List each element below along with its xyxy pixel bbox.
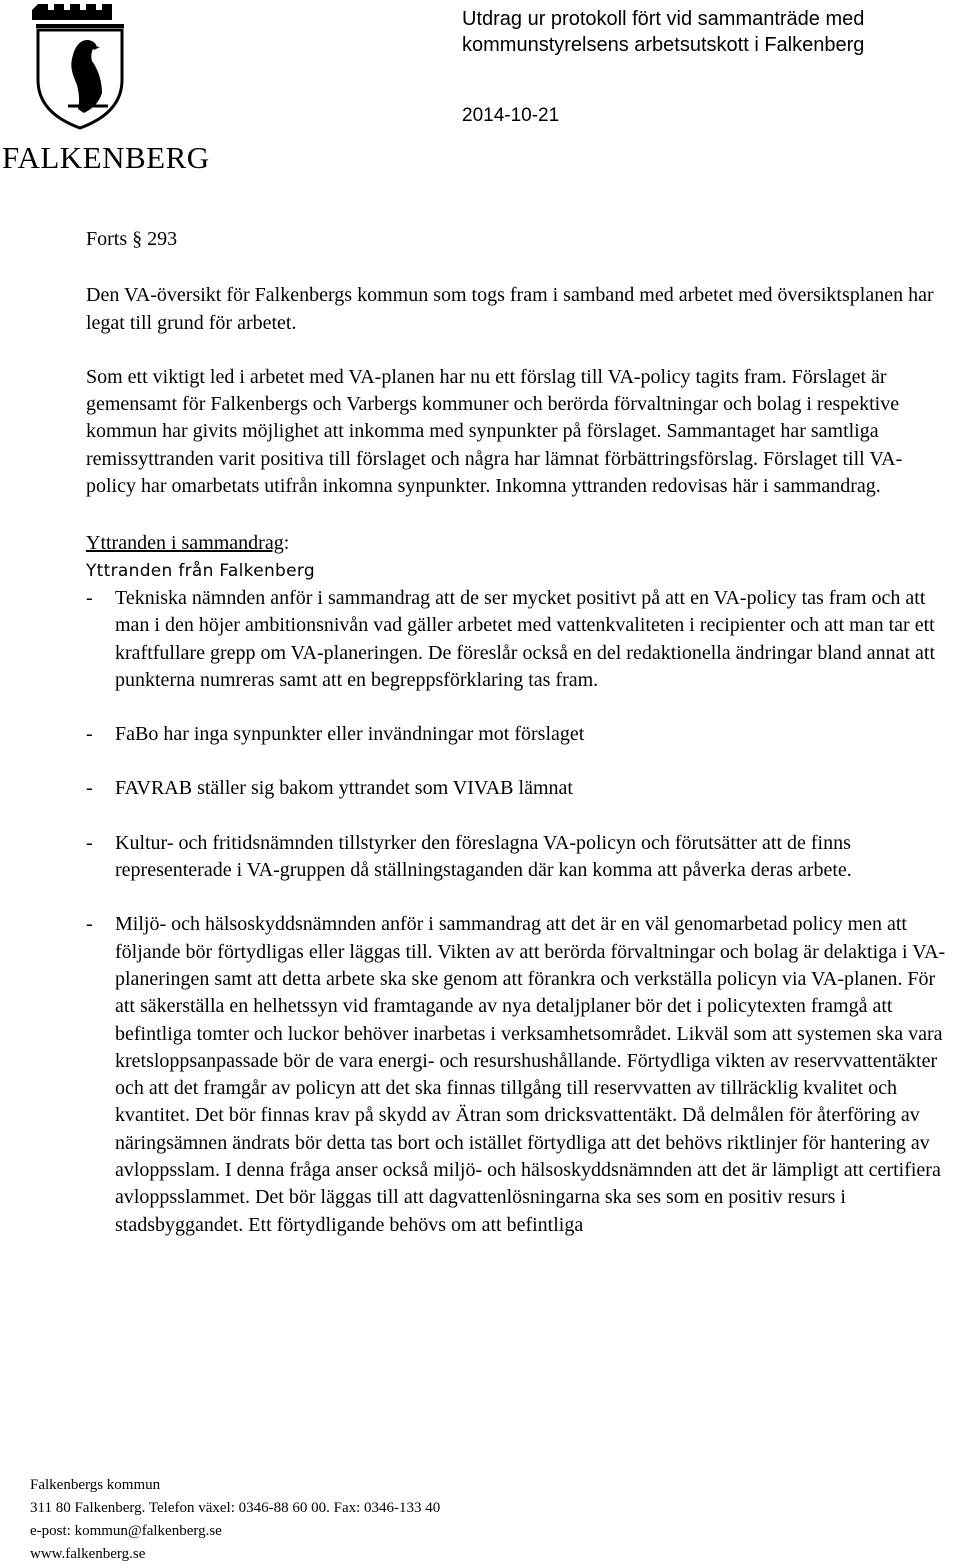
document-body <box>86 226 952 1239</box>
summary-heading-text: Yttranden i sammandrag <box>86 532 284 555</box>
list-item-text: Tekniska nämnden anför i sammandrag att de ser mycket positivt på att en VA-policy tas fram och att man i den höjer ambitionsnivån vad gäller arbetet med vattenkvaliteten i recipienter och att man tar ett kraftfullare grepp om VA-planeringen. De föreslår också en del redaktionella ändringar bland annat att punkterna numreras samt att en begreppsförklaring tas fram. <box>115 586 936 691</box>
meeting-date: 2014-10-21 <box>462 105 560 126</box>
body-paragraph: Som ett viktigt led i arbetet med VA-planen har nu ett förslag till VA-policy tagits fram. Förslaget är gemensamt för Falkenbergs och Varbergs kommuner och berörda förvaltningar och bolag i respektive kommun har givits möjlighet att inkomma med synpunkter på förslaget. Sammantaget har samtliga remissyttranden varit positiva till förslaget och några har lämnat förbättringsförslag. Förslaget till VA-policy har omarbetats utifrån inkomna synpunkter. Inkomna yttranden redovisas här i sammandrag. <box>86 365 903 498</box>
protocol-title: Utdrag ur protokoll fört vid sammanträde med kommunstyrelsens arbetsutskott i Falkenberg <box>462 8 865 56</box>
summary-heading <box>86 530 952 557</box>
footer-website: www.falkenberg.se <box>30 1546 146 1562</box>
list-dash: - <box>86 913 93 936</box>
list-item <box>86 585 952 694</box>
list-item <box>86 721 952 748</box>
list-dash: - <box>86 723 93 746</box>
list-dash: - <box>86 777 93 800</box>
from-falkenberg-heading: Yttranden från Falkenberg <box>86 560 315 581</box>
summary-heading-colon: : <box>283 532 290 555</box>
list-item-text: Miljö- och hälsoskyddsnämnden anför i sammandrag att det är en väl genomarbetad policy men att följande bör förtydligas eller läggas till. Vikten av att berörda förvaltningar och bolag är delaktiga i VA-planeringen samt att detta arbete ska ske genom att förankra och verkställa policyn via VA-planen. För att säkerställa en helhetssyn vid framtagande av nya detaljplaner bör det i policytexten framgå att befintliga tomter och luckor behöver inarbetas i verksamhetsområdet. Likväl som att systemen ska vara kretsloppsanpassade bör de vara energi- och resurshushållande. Förtydliga vikten av reservvattentäkter och att det framgår av policyn att det ska finnas tillgång till reservvatten av tillräcklig kvalitet och kvantitet. Det bör finnas krav på skydd av Ätran som dricksvattentäkt. Då delmålen för återföring av näringsämnen ändrats bör detta tas bort och istället förtydliga att det behövs riktlinjer för hantering av avloppsslam. I denna fråga anser också miljö- och hälsoskyddsnämnden att det är lämpligt att certifiera avloppsslammet. Det bör läggas till att dagvattenlösningarna ska ses som en positiv resurs i stadsbyggandet. Ett förtydligande behövs om att befintliga <box>115 913 946 1236</box>
falkenberg-wordmark: FALKENBERG <box>2 140 210 175</box>
list-item <box>86 911 952 1239</box>
list-item-text: FAVRAB ställer sig bakom yttrandet som VIVAB lämnat <box>115 777 573 800</box>
footer-email: e-post: kommun@falkenberg.se <box>30 1523 222 1539</box>
footer-organization: Falkenbergs kommun <box>30 1477 161 1493</box>
list-dash: - <box>86 586 93 609</box>
list-dash: - <box>86 831 93 854</box>
list-item <box>86 775 952 802</box>
continued-paragraph-label: Forts § 293 <box>86 228 178 250</box>
body-paragraph: Den VA-översikt för Falkenbergs kommun som togs fram i samband med arbetet med översiktsplanen har legat till grund för arbetet. <box>86 284 934 334</box>
list-item <box>86 830 952 885</box>
list-item-text: FaBo har inga synpunkter eller invändningar mot förslaget <box>115 723 585 746</box>
page-footer <box>30 1474 730 1566</box>
falkenberg-coat-of-arms-logo <box>32 2 128 130</box>
list-item-text: Kultur- och fritidsnämnden tillstyrker den föreslagna VA-policyn och förutsätter att de finns representerade i VA-gruppen då ställningstaganden där kan komma att påverka deras arbete. <box>115 831 852 882</box>
statement-list <box>86 585 952 1239</box>
footer-address: 311 80 Falkenberg. Telefon växel: 0346-88 60 00. Fax: 0346-133 40 <box>30 1500 441 1516</box>
